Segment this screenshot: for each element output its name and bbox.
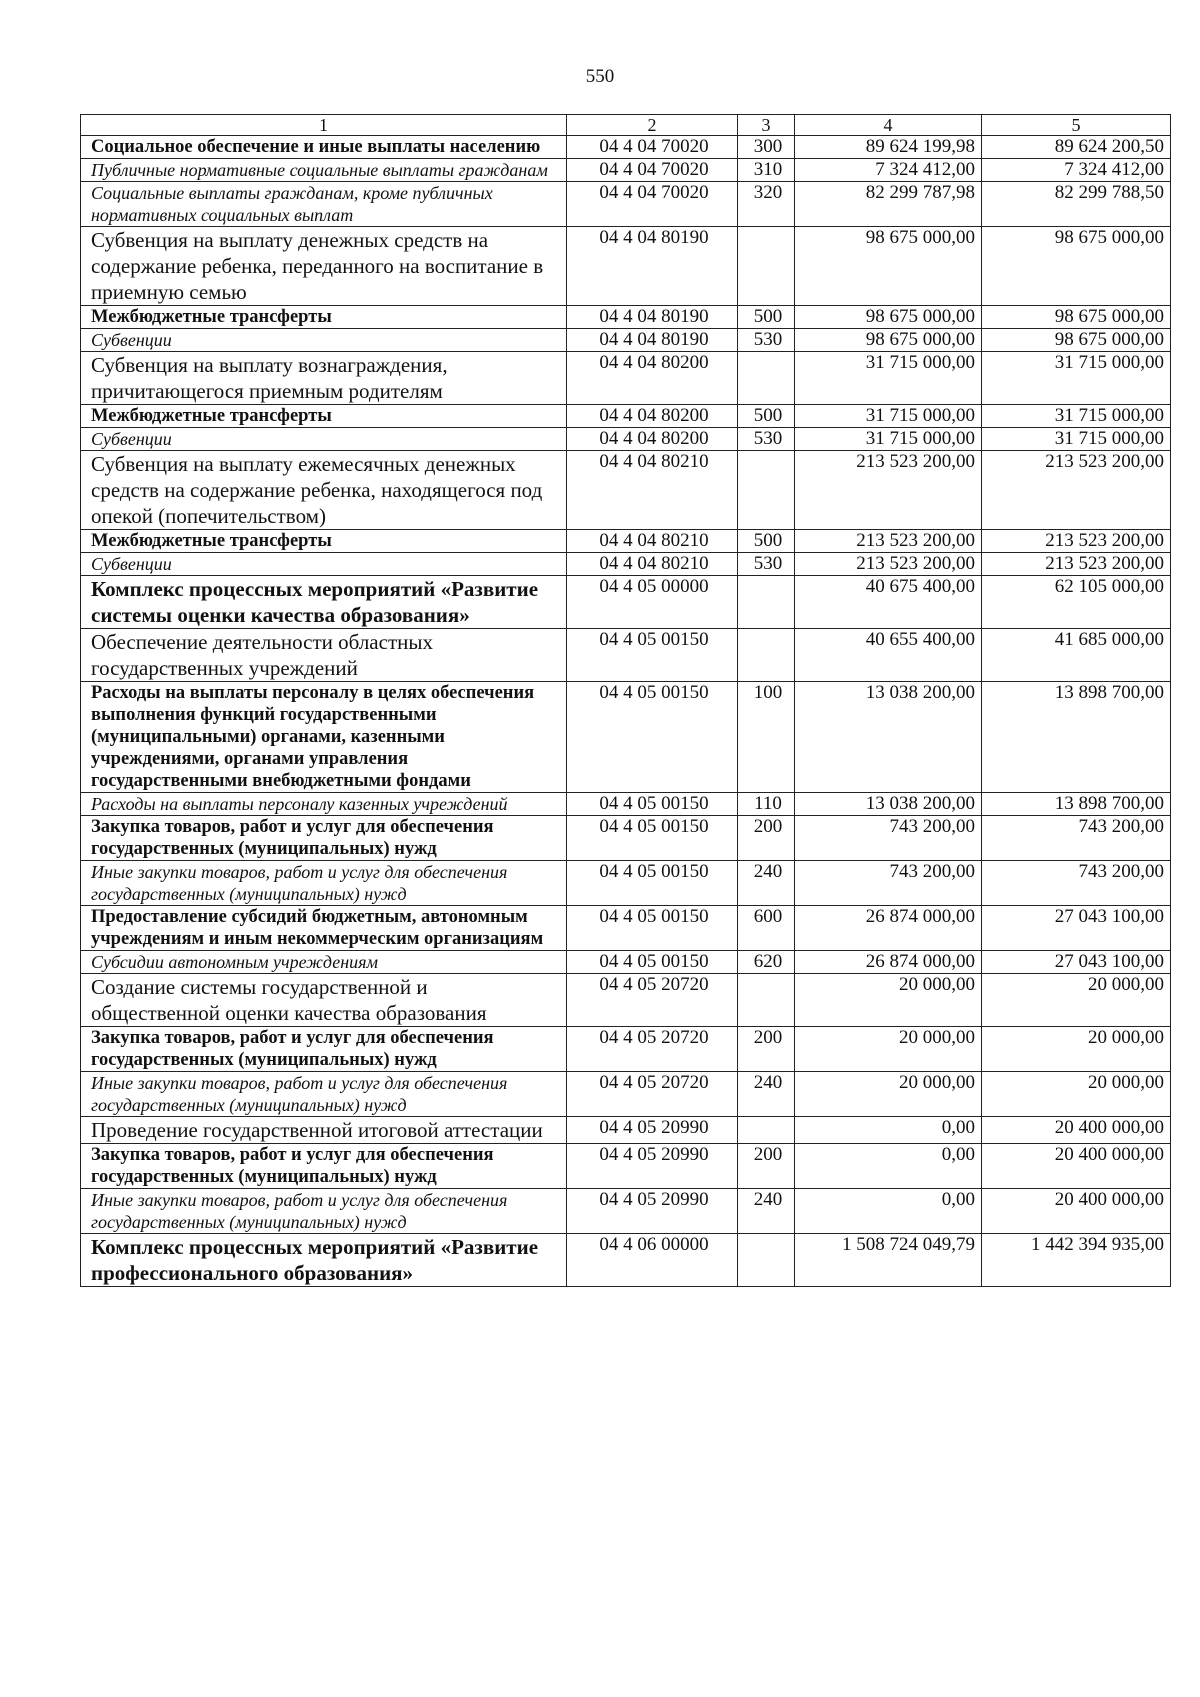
row-kvr-cell: 620 <box>738 951 795 974</box>
row-name-cell: Социальное обеспечение и иные выплаты населению <box>81 136 567 159</box>
row-kvr-cell: 500 <box>738 405 795 428</box>
row-name-cell: Иные закупки товаров, работ и услуг для обеспечения государственных (муниципальных) нужд <box>81 1072 567 1117</box>
row-name-cell: Социальные выплаты гражданам, кроме публичных нормативных социальных выплат <box>81 182 567 227</box>
row-sum-col5-cell: 62 105 000,00 <box>982 576 1171 629</box>
row-kvr-cell <box>738 227 795 306</box>
row-kvr-cell: 240 <box>738 1072 795 1117</box>
row-code-cell: 04 4 05 00150 <box>567 682 738 793</box>
row-kvr-cell: 530 <box>738 329 795 352</box>
budget-table <box>80 114 1171 1287</box>
row-kvr-cell: 530 <box>738 553 795 576</box>
table-row <box>81 136 1171 159</box>
row-name-cell: Иные закупки товаров, работ и услуг для обеспечения государственных (муниципальных) нужд <box>81 861 567 906</box>
row-sum-col5-cell: 1 442 394 935,00 <box>982 1234 1171 1287</box>
row-name-cell: Создание системы государственной и общественной оценки качества образования <box>81 974 567 1027</box>
table-row <box>81 861 1171 906</box>
column-header-5: 5 <box>982 115 1171 136</box>
row-name-cell: Субсидии автономным учреждениям <box>81 951 567 974</box>
row-kvr-cell <box>738 974 795 1027</box>
row-sum-col4-cell: 31 715 000,00 <box>795 352 982 405</box>
table-row <box>81 329 1171 352</box>
budget-table-body <box>81 115 1171 1287</box>
row-sum-col5-cell: 20 400 000,00 <box>982 1144 1171 1189</box>
row-name-cell: Межбюджетные трансферты <box>81 405 567 428</box>
row-sum-col5-cell: 20 000,00 <box>982 974 1171 1027</box>
row-code-cell: 04 4 04 80190 <box>567 227 738 306</box>
row-sum-col4-cell: 20 000,00 <box>795 974 982 1027</box>
row-code-cell: 04 4 05 00150 <box>567 861 738 906</box>
table-row <box>81 793 1171 816</box>
page-number: 550 <box>585 66 615 87</box>
row-sum-col5-cell: 89 624 200,50 <box>982 136 1171 159</box>
row-sum-col4-cell: 1 508 724 049,79 <box>795 1234 982 1287</box>
row-name-cell: Проведение государственной итоговой аттестации <box>81 1117 567 1144</box>
row-kvr-cell: 110 <box>738 793 795 816</box>
row-sum-col4-cell: 26 874 000,00 <box>795 906 982 951</box>
table-row <box>81 576 1171 629</box>
row-sum-col4-cell: 13 038 200,00 <box>795 682 982 793</box>
row-sum-col5-cell: 82 299 788,50 <box>982 182 1171 227</box>
row-kvr-cell: 500 <box>738 530 795 553</box>
row-sum-col4-cell: 213 523 200,00 <box>795 530 982 553</box>
row-sum-col5-cell: 20 400 000,00 <box>982 1117 1171 1144</box>
row-name-cell: Субвенция на выплату ежемесячных денежных средств на содержание ребенка, находящегося под опекой (попечительством) <box>81 451 567 530</box>
row-code-cell: 04 4 04 80210 <box>567 530 738 553</box>
table-row <box>81 182 1171 227</box>
row-sum-col5-cell: 213 523 200,00 <box>982 530 1171 553</box>
row-sum-col4-cell: 20 000,00 <box>795 1072 982 1117</box>
table-header-row <box>81 115 1171 136</box>
row-kvr-cell: 310 <box>738 159 795 182</box>
row-sum-col5-cell: 41 685 000,00 <box>982 629 1171 682</box>
row-sum-col4-cell: 0,00 <box>795 1117 982 1144</box>
row-kvr-cell: 100 <box>738 682 795 793</box>
row-code-cell: 04 4 04 80210 <box>567 553 738 576</box>
row-code-cell: 04 4 05 00000 <box>567 576 738 629</box>
row-kvr-cell: 200 <box>738 1144 795 1189</box>
row-kvr-cell: 300 <box>738 136 795 159</box>
row-code-cell: 04 4 06 00000 <box>567 1234 738 1287</box>
row-sum-col4-cell: 31 715 000,00 <box>795 428 982 451</box>
table-row <box>81 428 1171 451</box>
column-header-3: 3 <box>738 115 795 136</box>
row-name-cell: Закупка товаров, работ и услуг для обеспечения государственных (муниципальных) нужд <box>81 1027 567 1072</box>
row-kvr-cell: 240 <box>738 1189 795 1234</box>
row-sum-col4-cell: 26 874 000,00 <box>795 951 982 974</box>
row-kvr-cell <box>738 1234 795 1287</box>
row-sum-col5-cell: 98 675 000,00 <box>982 227 1171 306</box>
row-sum-col5-cell: 27 043 100,00 <box>982 951 1171 974</box>
row-code-cell: 04 4 04 80190 <box>567 329 738 352</box>
table-row <box>81 159 1171 182</box>
row-code-cell: 04 4 04 80190 <box>567 306 738 329</box>
row-code-cell: 04 4 04 80200 <box>567 428 738 451</box>
table-row <box>81 1072 1171 1117</box>
table-row <box>81 906 1171 951</box>
row-sum-col4-cell: 7 324 412,00 <box>795 159 982 182</box>
row-name-cell: Иные закупки товаров, работ и услуг для обеспечения государственных (муниципальных) нужд <box>81 1189 567 1234</box>
row-code-cell: 04 4 05 00150 <box>567 906 738 951</box>
row-sum-col4-cell: 31 715 000,00 <box>795 405 982 428</box>
row-code-cell: 04 4 05 00150 <box>567 816 738 861</box>
row-code-cell: 04 4 04 70020 <box>567 136 738 159</box>
row-sum-col4-cell: 13 038 200,00 <box>795 793 982 816</box>
row-sum-col4-cell: 213 523 200,00 <box>795 451 982 530</box>
row-code-cell: 04 4 05 20720 <box>567 1027 738 1072</box>
row-sum-col4-cell: 98 675 000,00 <box>795 227 982 306</box>
row-sum-col4-cell: 20 000,00 <box>795 1027 982 1072</box>
row-kvr-cell: 530 <box>738 428 795 451</box>
row-name-cell: Закупка товаров, работ и услуг для обеспечения государственных (муниципальных) нужд <box>81 816 567 861</box>
row-name-cell: Обеспечение деятельности областных государственных учреждений <box>81 629 567 682</box>
row-sum-col5-cell: 213 523 200,00 <box>982 451 1171 530</box>
table-row <box>81 530 1171 553</box>
table-row <box>81 1234 1171 1287</box>
row-sum-col4-cell: 98 675 000,00 <box>795 306 982 329</box>
row-code-cell: 04 4 05 00150 <box>567 951 738 974</box>
row-code-cell: 04 4 04 80210 <box>567 451 738 530</box>
table-row <box>81 951 1171 974</box>
table-row <box>81 1189 1171 1234</box>
table-row <box>81 682 1171 793</box>
row-kvr-cell: 200 <box>738 1027 795 1072</box>
row-sum-col4-cell: 40 675 400,00 <box>795 576 982 629</box>
row-name-cell: Комплекс процессных мероприятий «Развитие системы оценки качества образования» <box>81 576 567 629</box>
table-row <box>81 553 1171 576</box>
row-sum-col5-cell: 27 043 100,00 <box>982 906 1171 951</box>
row-name-cell: Субвенции <box>81 553 567 576</box>
row-name-cell: Закупка товаров, работ и услуг для обеспечения государственных (муниципальных) нужд <box>81 1144 567 1189</box>
row-code-cell: 04 4 05 20990 <box>567 1117 738 1144</box>
row-sum-col5-cell: 213 523 200,00 <box>982 553 1171 576</box>
row-sum-col5-cell: 31 715 000,00 <box>982 352 1171 405</box>
column-header-4: 4 <box>795 115 982 136</box>
row-code-cell: 04 4 05 20990 <box>567 1144 738 1189</box>
row-code-cell: 04 4 04 70020 <box>567 159 738 182</box>
row-name-cell: Расходы на выплаты персоналу в целях обеспечения выполнения функций государственными (муниципальными) органами, казенными учреждениями, органами управления государственными внебюджетными фондами <box>81 682 567 793</box>
row-code-cell: 04 4 05 00150 <box>567 793 738 816</box>
row-sum-col5-cell: 13 898 700,00 <box>982 682 1171 793</box>
row-sum-col5-cell: 7 324 412,00 <box>982 159 1171 182</box>
row-kvr-cell <box>738 1117 795 1144</box>
row-name-cell: Комплекс процессных мероприятий «Развитие профессионального образования» <box>81 1234 567 1287</box>
table-row <box>81 1027 1171 1072</box>
row-sum-col4-cell: 743 200,00 <box>795 816 982 861</box>
row-sum-col4-cell: 40 655 400,00 <box>795 629 982 682</box>
column-header-1: 1 <box>81 115 567 136</box>
row-kvr-cell <box>738 629 795 682</box>
row-name-cell: Предоставление субсидий бюджетным, автономным учреждениям и иным некоммерческим организациям <box>81 906 567 951</box>
row-sum-col4-cell: 213 523 200,00 <box>795 553 982 576</box>
row-kvr-cell <box>738 451 795 530</box>
row-sum-col4-cell: 89 624 199,98 <box>795 136 982 159</box>
row-sum-col4-cell: 98 675 000,00 <box>795 329 982 352</box>
row-code-cell: 04 4 05 20720 <box>567 1072 738 1117</box>
table-row <box>81 1117 1171 1144</box>
table-row <box>81 974 1171 1027</box>
row-code-cell: 04 4 04 70020 <box>567 182 738 227</box>
row-name-cell: Субвенции <box>81 428 567 451</box>
row-name-cell: Межбюджетные трансферты <box>81 530 567 553</box>
row-kvr-cell <box>738 576 795 629</box>
row-kvr-cell: 320 <box>738 182 795 227</box>
row-code-cell: 04 4 05 00150 <box>567 629 738 682</box>
table-row <box>81 816 1171 861</box>
row-sum-col5-cell: 20 000,00 <box>982 1072 1171 1117</box>
row-name-cell: Субвенции <box>81 329 567 352</box>
row-name-cell: Субвенция на выплату вознаграждения, причитающегося приемным родителям <box>81 352 567 405</box>
row-code-cell: 04 4 05 20720 <box>567 974 738 1027</box>
table-row <box>81 629 1171 682</box>
table-row <box>81 306 1171 329</box>
row-kvr-cell: 500 <box>738 306 795 329</box>
table-row <box>81 1144 1171 1189</box>
row-sum-col5-cell: 743 200,00 <box>982 861 1171 906</box>
table-row <box>81 451 1171 530</box>
row-sum-col5-cell: 31 715 000,00 <box>982 428 1171 451</box>
row-sum-col5-cell: 13 898 700,00 <box>982 793 1171 816</box>
column-header-2: 2 <box>567 115 738 136</box>
row-kvr-cell: 200 <box>738 816 795 861</box>
table-row <box>81 352 1171 405</box>
row-code-cell: 04 4 05 20990 <box>567 1189 738 1234</box>
row-code-cell: 04 4 04 80200 <box>567 405 738 428</box>
row-sum-col5-cell: 743 200,00 <box>982 816 1171 861</box>
row-sum-col5-cell: 98 675 000,00 <box>982 306 1171 329</box>
row-name-cell: Межбюджетные трансферты <box>81 306 567 329</box>
row-sum-col4-cell: 0,00 <box>795 1189 982 1234</box>
row-sum-col5-cell: 20 000,00 <box>982 1027 1171 1072</box>
row-code-cell: 04 4 04 80200 <box>567 352 738 405</box>
table-row <box>81 227 1171 306</box>
row-name-cell: Публичные нормативные социальные выплаты гражданам <box>81 159 567 182</box>
row-kvr-cell: 240 <box>738 861 795 906</box>
row-sum-col5-cell: 20 400 000,00 <box>982 1189 1171 1234</box>
row-sum-col4-cell: 82 299 787,98 <box>795 182 982 227</box>
row-sum-col5-cell: 31 715 000,00 <box>982 405 1171 428</box>
table-row <box>81 405 1171 428</box>
row-name-cell: Субвенция на выплату денежных средств на содержание ребенка, переданного на воспитание в приемную семью <box>81 227 567 306</box>
row-sum-col4-cell: 743 200,00 <box>795 861 982 906</box>
row-kvr-cell <box>738 352 795 405</box>
row-kvr-cell: 600 <box>738 906 795 951</box>
row-sum-col4-cell: 0,00 <box>795 1144 982 1189</box>
row-sum-col5-cell: 98 675 000,00 <box>982 329 1171 352</box>
row-name-cell: Расходы на выплаты персоналу казенных учреждений <box>81 793 567 816</box>
